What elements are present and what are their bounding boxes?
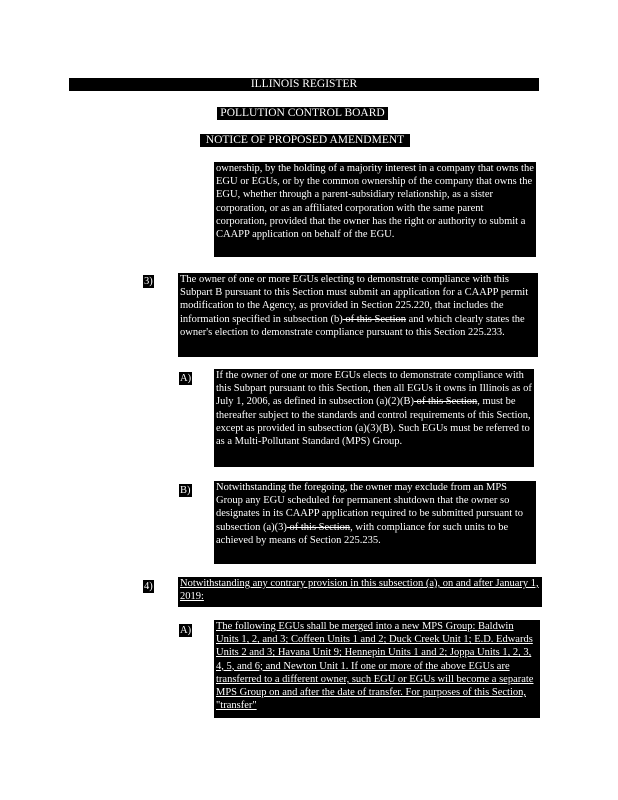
item-3-number: 3) [144, 276, 153, 287]
item-3-paragraph [178, 273, 538, 357]
item-a2-number: A) [180, 625, 192, 636]
item-4-number: 4) [144, 581, 153, 592]
item-a1-text-b: , must be thereafter subject to the standards and control requirements of this Section, except as provided in subsection (a)(3)(B). Such EGUs must be referred to as a Multi-Pollutant Standard (MPS) Group. [216, 396, 531, 448]
notice-title: NOTICE OF PROPOSED AMENDMENT [200, 134, 410, 147]
item-a2-paragraph: The following EGUs shall be merged into a new MPS Group: Baldwin Units 1, 2, and 3; Coffeen Units 1 and 2; Duck Creek Unit 1; E.D. Edwards Units 2 and 3; Havana Unit 9; Hennepin Units 1 and 2; Joppa Units 1, 2, 3, 4, 5, and 6; and Newton Unit 1. If one or more of the above EGUs are transferred to a different owner, such EGU or EGUs will become a separate MPS Group on and after the date of transfer. For purposes of this Section, "transfer" [214, 620, 540, 718]
board-title: POLLUTION CONTROL BOARD [217, 107, 388, 120]
item-b1-text-a: Notwithstanding the foregoing, the owner may exclude from an MPS Group any EGU scheduled for permanent shutdown that the owner so designates in its CAAPP application required to be submitted pursuant to subsection (a)(3) [216, 482, 523, 533]
item-b1-paragraph [214, 481, 536, 564]
item-3-text-b: and which clearly states the owner's election to demonstrate compliance pursuant to this Section 225.233. [180, 313, 525, 338]
item-3-strikethrough: of this Section [342, 313, 407, 325]
item-3-text-a: The owner of one or more EGUs electing to demonstrate compliance with this Subpart B pursuant to this Section must submit an application for a CAAPP permit modification to the Agency, as provided in Section 225.220, that includes the information specified in subsection (b) [180, 274, 529, 325]
item-a1-number: A) [180, 373, 192, 384]
item-b1-strikethrough: of this Section [286, 521, 351, 533]
item-a1-strikethrough: of this Section [414, 396, 478, 408]
item-4-paragraph: Notwithstanding any contrary provision in this subsection (a), on and after January 1, 2019: [178, 577, 542, 607]
item-b1-text-b: , with compliance for such units to be achieved by means of Section 225.235. [216, 521, 509, 546]
register-title: ILLINOIS REGISTER [69, 78, 539, 90]
item-a1-text-a: If the owner of one or more EGUs elects to demonstrate compliance with this Subpart pursuant to this Section, then all EGUs it owns in Illinois as of July 1, 2006, as defined in subsection (a)(2)(B) [216, 370, 532, 408]
item-a1-paragraph [214, 369, 534, 467]
item-b1-number: B) [180, 485, 191, 496]
header-rule [69, 90, 539, 91]
ownership-paragraph: ownership, by the holding of a majority interest in a company that owns the EGU or EGUs, or by the common ownership of the company that owns the EGU, whether through a parent-subsidiary relationship, as a sister corporation, or as an affiliated corporation with the same parent corporation, provided that the owner has the right or authority to submit a CAAPP application on behalf of the EGU. [214, 162, 536, 257]
